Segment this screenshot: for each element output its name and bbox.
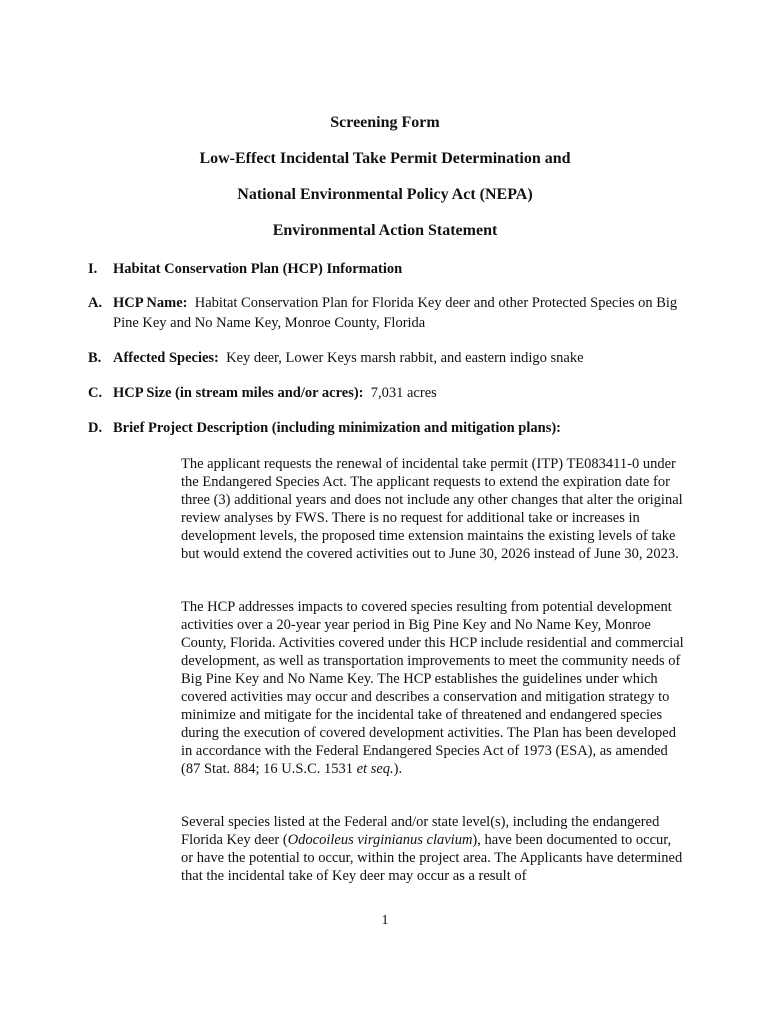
project-description-label: Brief Project Description (including minimization and mitigation plans):: [113, 420, 562, 436]
page-number: 1: [381, 913, 389, 928]
description-paragraph-2: [181, 598, 686, 778]
form-subtitle-line-2: National Environmental Policy Act (NEPA): [237, 186, 533, 203]
affected-species-item: [88, 348, 688, 368]
description-paragraph-1: The applicant requests the renewal of incidental take permit (ITP) TE083411-0 under the Endangered Species Act. The applicant requests to extend the expiration date for three (3) additional years and does not include any other changes that alter the original review analyses by FWS. There is no request for additional take or increases in development levels, the proposed time extension maintains the existing levels of take but would extend the covered activities out to June 30, 2026 instead of June 30, 2023.: [181, 456, 683, 562]
affected-species-label: Affected Species:: [113, 350, 219, 366]
hcp-size-item: [88, 383, 688, 403]
form-subtitle-line-3: Environmental Action Statement: [272, 222, 498, 239]
hcp-name-value: Habitat Conservation Plan for Florida Key deer and other Protected Species on Big Pine Key and No Name Key, Monroe County, Florida: [113, 295, 678, 331]
species-scientific-name: Odocoileus virginianus clavium: [287, 832, 473, 848]
paragraph-2-end: ).: [393, 761, 403, 777]
hcp-name-label: HCP Name:: [113, 295, 188, 311]
item-marker-a: A.: [88, 295, 103, 311]
project-description-item: [88, 418, 688, 438]
form-title: Screening Form: [330, 114, 440, 131]
section-heading: [88, 259, 688, 279]
item-marker-d: D.: [88, 420, 103, 436]
paragraph-2-italic: et seq.: [356, 761, 394, 777]
affected-species-value: Key deer, Lower Keys marsh rabbit, and eastern indigo snake: [226, 350, 584, 366]
paragraph-3-end: ), have been documented to occur, or have the potential to occur, within the project area. The Applicants have determined that the incidental take of Key deer may occur as a result of: [181, 832, 683, 884]
item-marker-c: C.: [88, 385, 103, 401]
hcp-size-label: HCP Size (in stream miles and/or acres):: [113, 385, 364, 401]
description-paragraph-3: [181, 813, 686, 885]
paragraph-2-text: The HCP addresses impacts to covered species resulting from potential development activities over a 20-year year period in Big Pine Key and No Name Key, Monroe County, Florida. Activities covered under this HCP include residential and commercial development, as well as transportation improvements to meet the community needs of Big Pine Key and No Name Key. The HCP establishes the guidelines under which covered activities may occur and describes a conservation and mitigation strategy to minimize and mitigate for the incidental take of threatened and endangered species during the execution of covered development activities. The Plan has been developed in accordance with the Federal Endangered Species Act of 1973 (ESA), as amended (87 Stat. 884; 16 U.S.C. 1531: [181, 599, 684, 777]
hcp-name-item: [88, 293, 688, 333]
hcp-size-value: 7,031 acres: [370, 385, 437, 401]
paragraph-3-text: Several species listed at the Federal and/or state level(s), including the endangered Florida Key deer (: [181, 814, 660, 848]
section-number: I.: [88, 261, 98, 277]
item-marker-b: B.: [88, 350, 102, 366]
section-title: Habitat Conservation Plan (HCP) Information: [113, 261, 403, 277]
form-subtitle-line-1: Low-Effect Incidental Take Permit Determination and: [199, 150, 571, 167]
